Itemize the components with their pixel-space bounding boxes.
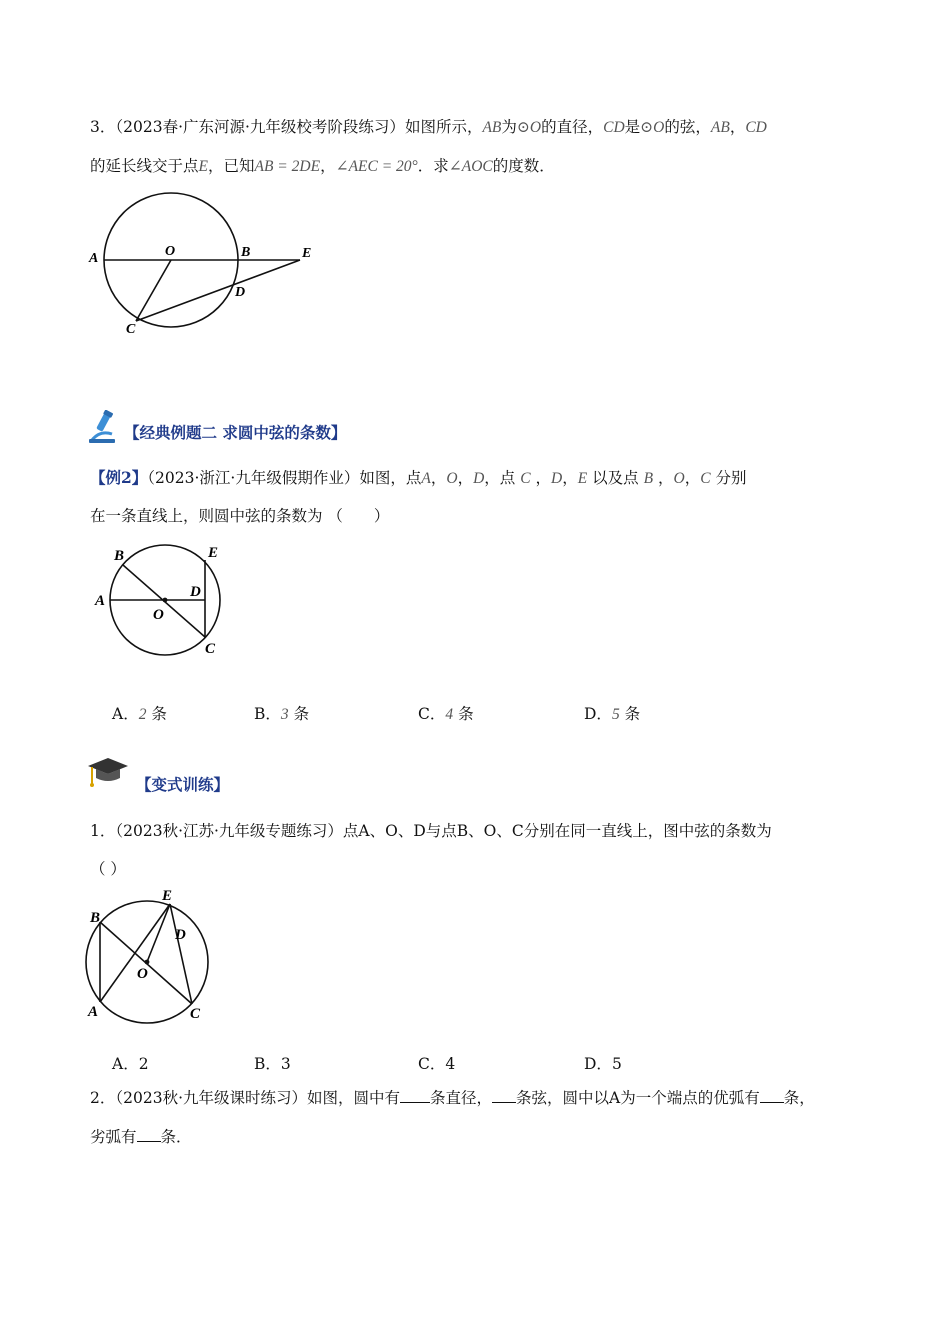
q3-text: ，	[729, 118, 746, 136]
math-c: C	[700, 470, 711, 487]
label-a: A	[95, 593, 106, 609]
option-label: A．	[112, 705, 139, 723]
ex2-option-b[interactable]	[254, 702, 309, 724]
q3-text: 的度数．	[492, 157, 555, 175]
option-value: 2	[138, 1055, 149, 1073]
v1-figure	[84, 884, 218, 1024]
label-c: C	[126, 322, 136, 337]
math-circle-o: ⊙O	[516, 119, 542, 136]
label-e: E	[162, 888, 173, 904]
segment-ce	[136, 260, 300, 321]
v2-text: 劣弧有	[90, 1128, 137, 1146]
option-value: 5	[611, 1055, 622, 1073]
math-o: O	[446, 470, 458, 487]
option-unit: 条	[151, 705, 167, 723]
math-a: A	[421, 470, 431, 487]
option-value: 4	[445, 706, 454, 723]
segment-ae	[100, 904, 170, 1002]
v1-option-b[interactable]	[254, 1052, 291, 1074]
answer-blank-diameters[interactable]	[400, 1088, 430, 1103]
option-label: D．	[584, 705, 612, 723]
example-tag: 【例2】	[90, 468, 148, 487]
label-a: A	[89, 251, 99, 266]
section-title-practice: 【变式训练】	[136, 776, 230, 794]
v1-number: 1．	[90, 822, 116, 840]
option-label: B．	[254, 705, 281, 723]
v2-number: 2．	[90, 1089, 116, 1107]
label-e: E	[208, 545, 219, 561]
v2-line-1	[90, 1087, 815, 1109]
label-o: O	[137, 966, 148, 982]
label-o: O	[165, 244, 176, 259]
math-c: C	[520, 470, 531, 487]
ex2-text: ，	[684, 469, 701, 487]
label-d: D	[235, 285, 246, 300]
ex2-text: ，	[430, 469, 447, 487]
math-circle-o: ⊙O	[640, 119, 665, 136]
ex2-text: ，	[457, 469, 474, 487]
ex2-option-c[interactable]	[418, 702, 474, 724]
option-value: 3	[280, 706, 289, 723]
q3-text: ，已知	[207, 157, 255, 175]
q3-line-2	[90, 155, 555, 178]
math-ab: AB	[482, 119, 502, 136]
v1-option-c[interactable]	[418, 1052, 455, 1074]
ex2-text: ，	[535, 469, 552, 487]
option-label: C．	[418, 705, 446, 723]
q3-text: 的延长线交于点	[90, 157, 199, 175]
q3-number: 3．	[90, 118, 116, 136]
segment-oe	[147, 904, 170, 962]
ex2-source: （2023·浙江·九年级假期作业）	[147, 469, 360, 487]
answer-blank-minor-arcs[interactable]	[137, 1127, 161, 1142]
math-ab: AB	[710, 119, 730, 136]
q3-text: ．求	[417, 157, 449, 175]
q3-text: 如图所示，	[404, 118, 483, 136]
math-o: O	[673, 470, 685, 487]
option-value: 2	[138, 706, 147, 723]
math-cd: CD	[603, 119, 625, 136]
ex2-line-2: 在一条直线上，则圆中弦的条数为 （ ）	[90, 507, 390, 525]
math-angle-aoc: ∠AOC	[448, 158, 493, 175]
q3-source: （2023春·广东河源·九年级校考阶段练习）	[115, 118, 405, 136]
q3-text: 的直径，	[541, 118, 604, 136]
q3-text: 是	[624, 118, 641, 136]
option-label: A．	[112, 1055, 139, 1073]
label-d: D	[175, 927, 186, 943]
v2-line-2	[90, 1126, 192, 1148]
v2-text: 条直径，	[430, 1089, 493, 1107]
option-value: 4	[445, 1055, 456, 1073]
label-c: C	[190, 1006, 201, 1022]
math-cd: CD	[745, 119, 767, 136]
ex2-text: 以及点	[592, 469, 639, 487]
v1-option-d[interactable]	[584, 1052, 622, 1074]
math-e: E	[198, 158, 208, 175]
graduation-cap-icon	[86, 756, 130, 788]
q3-figure	[85, 190, 325, 340]
math-equation: AB = 2DE	[254, 158, 321, 175]
ex2-text: 分别	[715, 469, 747, 487]
answer-blank-chords[interactable]	[492, 1088, 516, 1103]
ex2-option-d[interactable]	[584, 702, 640, 724]
ex2-option-a[interactable]	[112, 702, 167, 724]
math-angle-aec: ∠AEC = 20°	[335, 158, 418, 175]
option-unit: 条	[293, 705, 310, 723]
segment-ec	[170, 904, 192, 1004]
option-unit: 条	[624, 705, 641, 723]
v1-paren: （ ）	[90, 860, 126, 878]
option-label: C．	[418, 1055, 446, 1073]
q3-text: ，	[320, 157, 336, 175]
section-title-chords: 【经典例题二 求圆中弦的条数】	[124, 424, 347, 442]
v1-line-1	[90, 820, 772, 842]
center-dot	[163, 598, 168, 603]
ex2-text: ，点	[484, 469, 516, 487]
v2-text: 条，	[783, 1089, 815, 1107]
answer-blank-major-arcs[interactable]	[760, 1088, 784, 1103]
label-d: D	[190, 584, 201, 600]
math-d: D	[473, 470, 485, 487]
option-value: 5	[611, 706, 620, 723]
label-e: E	[302, 246, 312, 261]
ex2-text: ，	[658, 469, 674, 487]
v1-text: （2023秋·江苏·九年级专题练习）点A、O、D与点B、O、C分别在同一直线上，图中弦的条数为	[115, 822, 772, 840]
label-a: A	[88, 1004, 99, 1020]
option-unit: 条	[458, 705, 474, 723]
v2-text: 条弦，圆中以A为一个端点的优弧有	[516, 1089, 760, 1107]
math-e: E	[577, 470, 588, 487]
ex2-figure	[88, 540, 238, 662]
label-b: B	[241, 245, 251, 260]
option-label: B．	[254, 1055, 281, 1073]
ex2-line-1	[90, 467, 747, 490]
v2-text: 条．	[160, 1128, 192, 1146]
q3-text: 为	[501, 118, 517, 136]
segment-oc	[136, 260, 171, 321]
v2-source: （2023秋·九年级课时练习）	[115, 1089, 307, 1107]
label-b: B	[90, 910, 101, 926]
center-dot	[145, 960, 150, 965]
v1-option-a[interactable]	[112, 1052, 149, 1074]
ex2-text: ，	[562, 469, 578, 487]
label-o: O	[153, 607, 164, 623]
microscope-icon	[86, 410, 122, 444]
ex2-text: 如图，点	[359, 469, 422, 487]
option-value: 3	[280, 1055, 291, 1073]
q3-text: 的弦，	[664, 118, 711, 136]
math-d: D	[551, 470, 563, 487]
label-c: C	[205, 641, 216, 657]
math-b: B	[643, 470, 654, 487]
q3-line-1	[90, 116, 767, 139]
option-label: D．	[584, 1055, 612, 1073]
v2-text: 如图，圆中有	[307, 1089, 401, 1107]
label-b: B	[114, 548, 125, 564]
